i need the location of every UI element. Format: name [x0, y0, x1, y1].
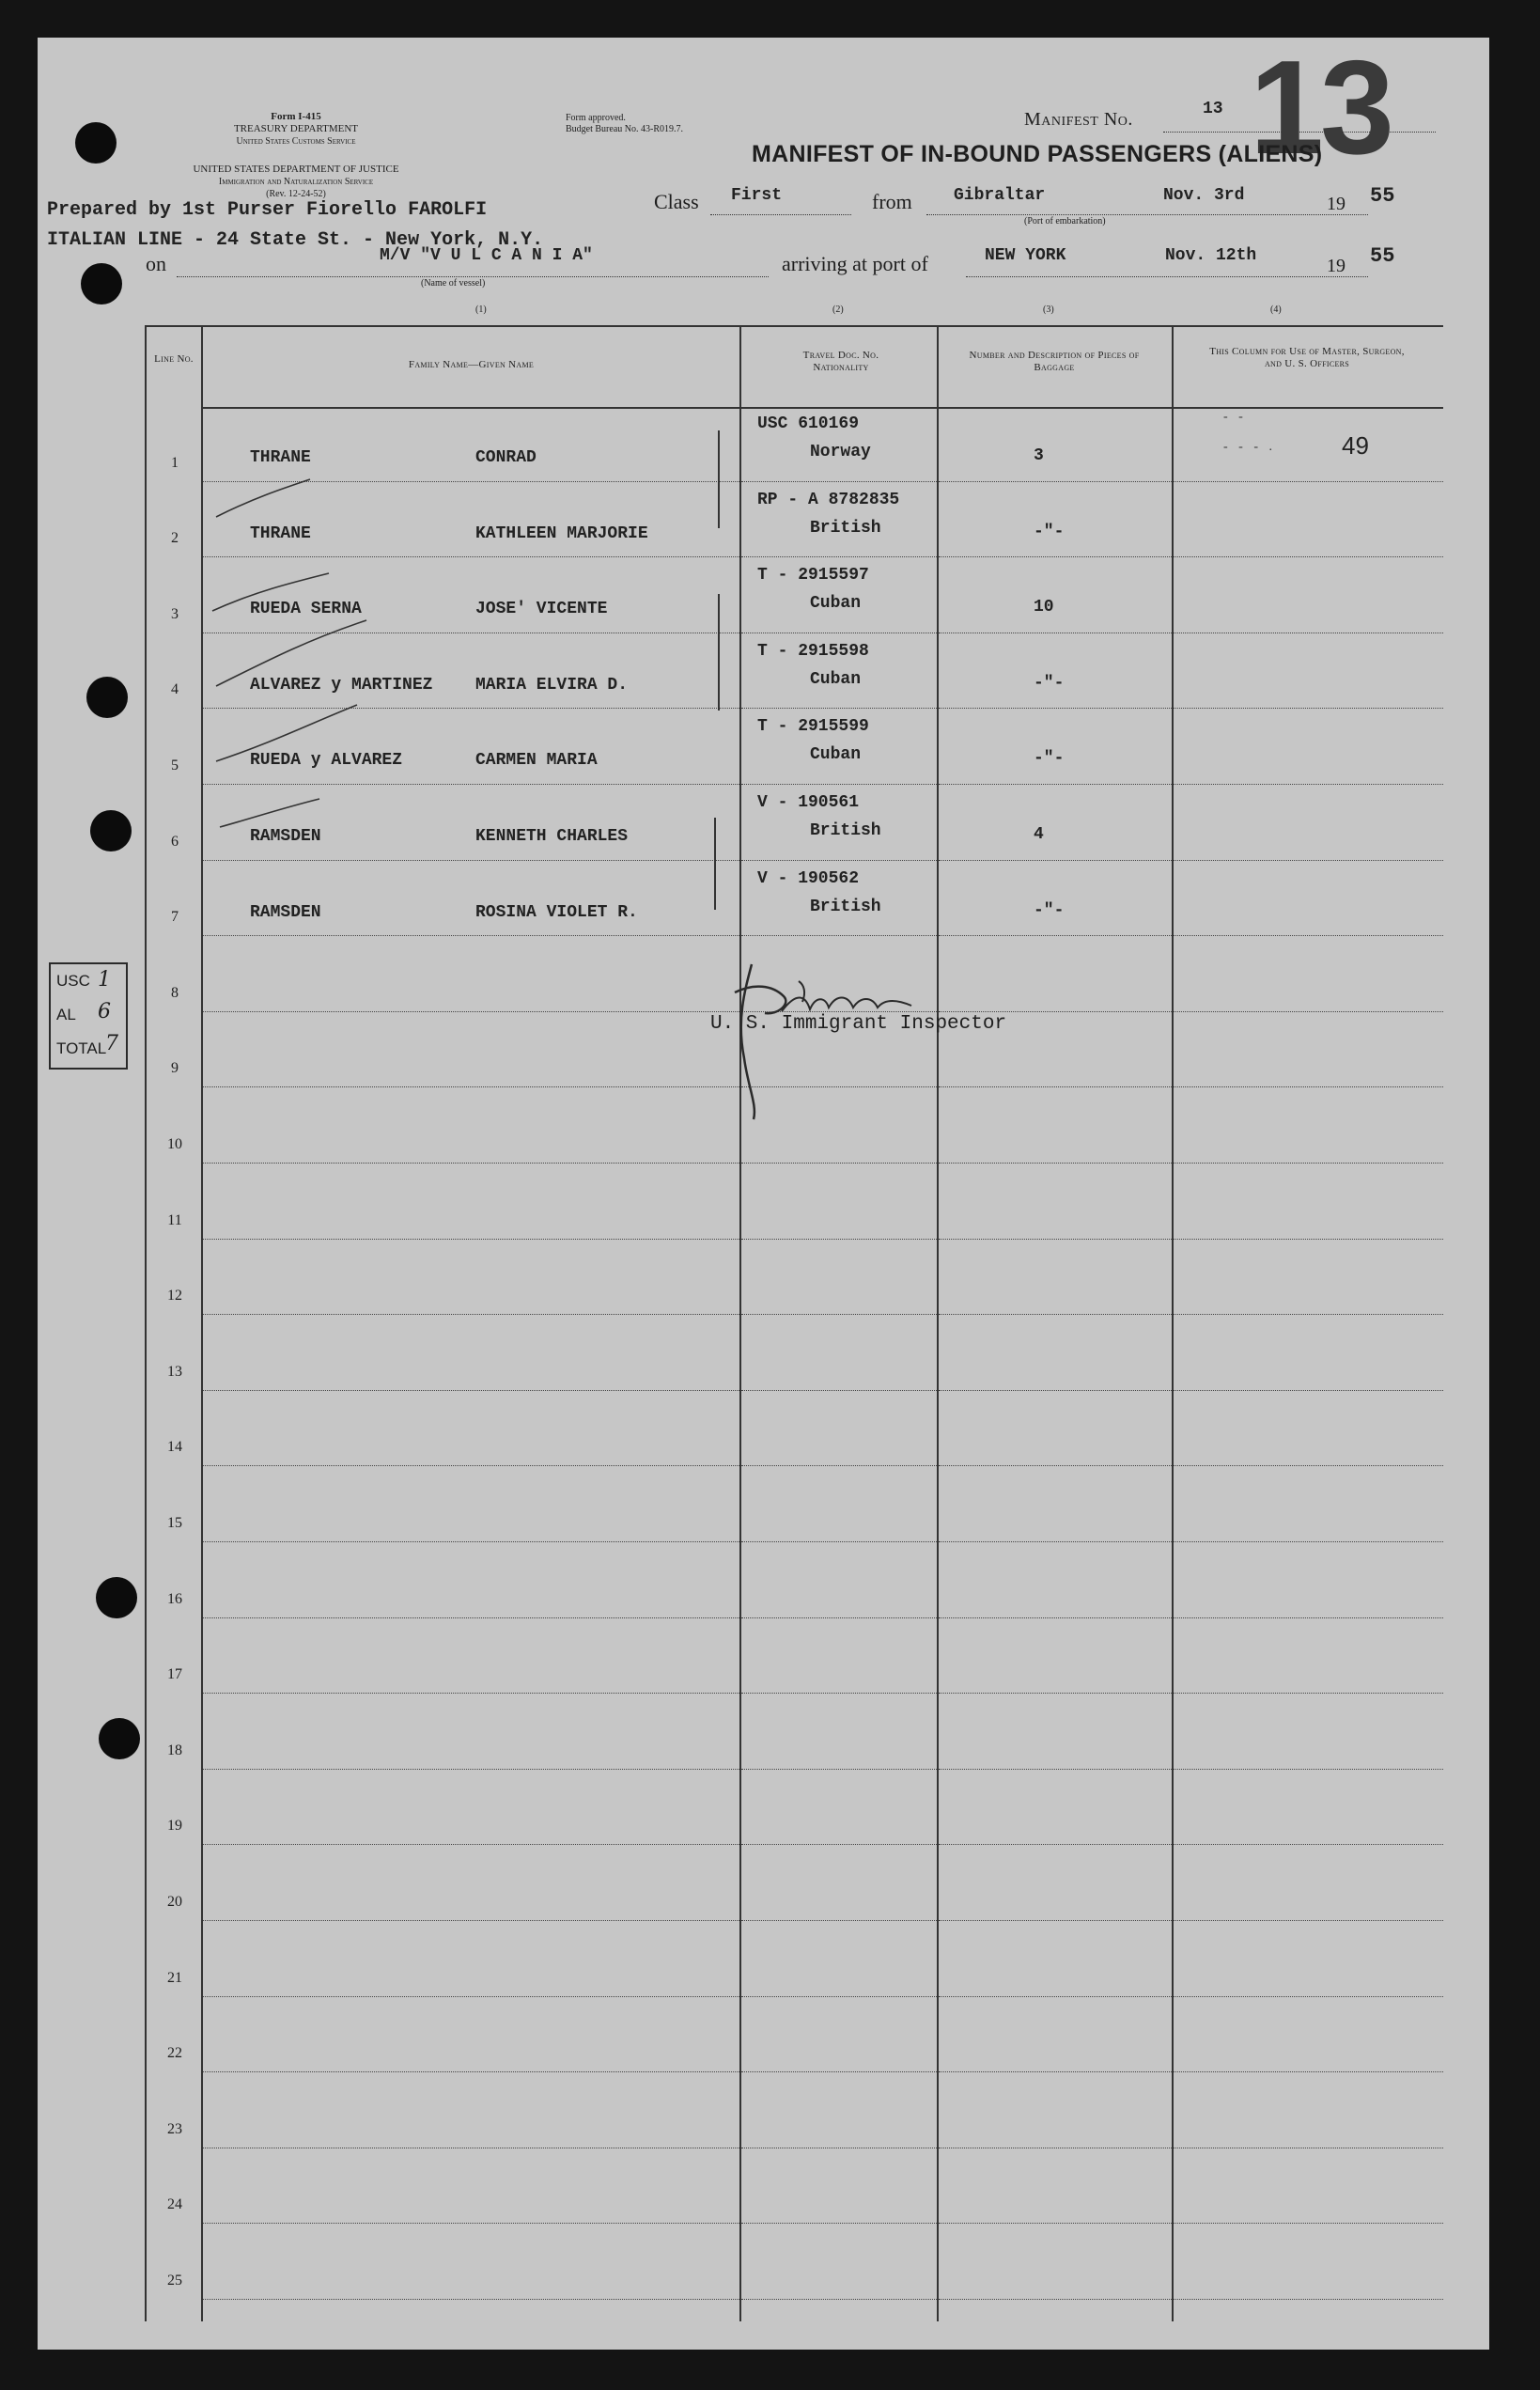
travel-doc-number: T - 2915598	[757, 641, 869, 661]
family-name: RUEDA y ALVAREZ	[250, 751, 403, 771]
row-rule	[939, 1239, 1172, 1240]
row-rule	[1174, 1390, 1443, 1391]
doj-block: UNITED STATES DEPARTMENT OF JUSTICE Immigration and Naturalization Service (Rev. 12-24-52)	[193, 164, 399, 199]
row-rule	[1174, 860, 1443, 861]
arrival-date: Nov. 12th	[1165, 246, 1257, 265]
row-rule	[939, 1390, 1172, 1391]
family-name: THRANE	[250, 448, 311, 467]
row-rule	[741, 1769, 937, 1770]
row-rule	[1174, 1163, 1443, 1164]
row-rule	[1174, 1769, 1443, 1770]
line-number: 14	[167, 1439, 182, 1456]
given-name: CARMEN MARIA	[475, 751, 598, 771]
baggage-count: 10	[1034, 598, 1054, 617]
row-rule	[1174, 2071, 1443, 2072]
row-rule	[741, 1163, 937, 1164]
class-value: First	[731, 186, 783, 205]
nationality: Cuban	[810, 669, 862, 689]
row-rule	[1174, 1920, 1443, 1921]
baggage-count: -"-	[1034, 749, 1065, 769]
given-name: KATHLEEN MARJORIE	[475, 523, 648, 543]
col-number-3: (3)	[1043, 305, 1054, 315]
row-rule	[203, 1920, 739, 1921]
row-rule	[939, 2071, 1172, 2072]
travel-doc-number: RP - A 8782835	[757, 490, 900, 509]
manifest-label: Manifest No.	[1024, 109, 1133, 130]
line-number: 1	[171, 454, 179, 471]
line-number: 15	[167, 1515, 182, 1531]
line-number: 5	[171, 758, 179, 773]
travel-doc-number: V - 190562	[757, 868, 860, 888]
given-name: CONRAD	[475, 448, 537, 467]
row-rule	[741, 1314, 937, 1315]
approval-note: Form approved. Budget Bureau No. 43-R019.7.	[566, 113, 683, 134]
row-rule	[741, 1390, 937, 1391]
line-number: 24	[167, 2196, 182, 2213]
baggage-count: 4	[1034, 825, 1044, 844]
on-label: on	[146, 252, 166, 275]
departure-date: Nov. 3rd	[1163, 186, 1245, 205]
col-number-4: (4)	[1270, 305, 1282, 315]
travel-doc-number: V - 190561	[757, 793, 860, 812]
row-rule	[1174, 784, 1443, 785]
line-number: 25	[167, 2273, 182, 2288]
line-number: 2	[171, 530, 179, 547]
row-rule	[1174, 1617, 1443, 1618]
line-number: 10	[167, 1136, 182, 1152]
row-rule	[939, 708, 1172, 709]
header-line-no: Line No.	[154, 353, 194, 365]
header-baggage: Number and Description of Pieces of Baggage	[969, 350, 1140, 373]
row-rule	[203, 1693, 739, 1694]
row-rule	[939, 1465, 1172, 1466]
line-number: 19	[167, 1818, 182, 1835]
col-number-2: (2)	[832, 305, 844, 315]
given-name: KENNETH CHARLES	[475, 827, 629, 846]
nationality: British	[810, 518, 881, 538]
row-rule	[741, 1465, 937, 1466]
row-rule	[1174, 1239, 1443, 1240]
row-rule	[939, 1769, 1172, 1770]
manifest-no-small: 13	[1203, 100, 1223, 118]
departure-year: 55	[1370, 184, 1395, 208]
nationality: Cuban	[810, 594, 862, 614]
manifest-no-large: 13	[1250, 33, 1391, 182]
row-rule	[741, 784, 937, 785]
row-rule	[1174, 2299, 1443, 2300]
travel-doc-number: T - 2915597	[757, 566, 869, 586]
row-rule	[203, 1769, 739, 1770]
row-rule	[741, 1920, 937, 1921]
line-number: 16	[167, 1590, 182, 1607]
row-rule	[1174, 1693, 1443, 1694]
family-name: ALVAREZ y MARTINEZ	[250, 675, 433, 695]
line-number: 23	[167, 2120, 182, 2137]
header-name: Family Name—Given Name	[408, 359, 535, 370]
row-rule	[741, 2299, 937, 2300]
departure-year-prefix: 19	[1327, 194, 1346, 214]
arrival-year-prefix: 19	[1327, 256, 1346, 276]
officer-note: 49	[1342, 431, 1369, 460]
row-rule	[939, 2299, 1172, 2300]
line-number: 4	[171, 681, 179, 698]
row-rule	[741, 481, 937, 482]
travel-doc-number: USC 610169	[757, 414, 860, 433]
row-rule	[939, 1011, 1172, 1012]
vessel-name: M/V "V U L C A N I A"	[380, 246, 593, 265]
row-rule	[1174, 708, 1443, 709]
row-rule	[741, 860, 937, 861]
row-rule	[939, 1617, 1172, 1618]
row-rule	[203, 1541, 739, 1542]
row-rule	[203, 2071, 739, 2072]
header-officers: This Column for Use of Master, Surgeon, and U. S. Officers	[1209, 346, 1405, 369]
baggage-count: 3	[1034, 446, 1044, 465]
row-rule	[1174, 481, 1443, 482]
arrival-port: NEW YORK	[985, 246, 1066, 265]
row-rule	[203, 2223, 739, 2224]
row-rule	[939, 784, 1172, 785]
baggage-count: -"-	[1034, 673, 1065, 693]
header-travel-doc: Travel Doc. No. Nationality	[802, 350, 879, 373]
form-id-block: Form I-415 TREASURY DEPARTMENT United States Customs Service	[233, 111, 359, 147]
row-rule	[939, 935, 1172, 936]
row-rule	[203, 1844, 739, 1845]
arrival-year: 55	[1370, 244, 1395, 268]
row-rule	[1174, 1996, 1443, 1997]
row-rule	[939, 2223, 1172, 2224]
row-rule	[1174, 1314, 1443, 1315]
line-number: 9	[171, 1060, 179, 1077]
line-number: 13	[167, 1363, 182, 1380]
row-rule	[741, 1617, 937, 1618]
tally-stamp: USC 1 AL 6 TOTAL 7	[49, 962, 128, 1070]
row-rule	[741, 1541, 937, 1542]
row-rule	[939, 1844, 1172, 1845]
row-rule	[939, 481, 1172, 482]
officer-check-marks: - - - - - .	[1223, 410, 1276, 454]
given-name: JOSE' VICENTE	[475, 600, 608, 619]
row-rule	[939, 1541, 1172, 1542]
embarkation-port: Gibraltar	[954, 186, 1046, 205]
nationality: Cuban	[810, 745, 862, 765]
row-rule	[203, 1465, 739, 1466]
row-rule	[203, 2299, 739, 2300]
line-number: 11	[167, 1211, 182, 1228]
given-name: ROSINA VIOLET R.	[475, 902, 638, 922]
row-rule	[741, 1693, 937, 1694]
row-rule	[1174, 935, 1443, 936]
manifest-page	[38, 33, 1489, 2350]
line-number: 17	[167, 1666, 182, 1683]
family-name: THRANE	[250, 523, 311, 543]
row-rule	[741, 1239, 937, 1240]
row-rule	[741, 1844, 937, 1845]
arriving-label: arriving at port of	[782, 252, 928, 275]
family-name: RAMSDEN	[250, 827, 321, 846]
row-rule	[741, 556, 937, 557]
row-rule	[741, 1996, 937, 1997]
row-rule	[1174, 1844, 1443, 1845]
nationality: British	[810, 897, 881, 916]
row-rule	[939, 1163, 1172, 1164]
vessel-caption: (Name of vessel)	[421, 278, 486, 289]
company-address: ITALIAN LINE - 24 State St. - New York, N.Y.	[47, 229, 544, 251]
port-embarkation-caption: (Port of embarkation)	[1024, 216, 1106, 227]
baggage-count: -"-	[1034, 522, 1065, 541]
inspector-caption: U. S. Immigrant Inspector	[710, 1013, 1007, 1035]
row-rule	[1174, 1011, 1443, 1012]
row-rule	[939, 1693, 1172, 1694]
class-label: Class	[654, 190, 699, 213]
row-rule	[939, 1920, 1172, 1921]
row-rule	[741, 2223, 937, 2224]
manifest-title: MANIFEST OF IN-BOUND PASSENGERS (ALIENS)	[752, 141, 1323, 167]
line-number: 18	[167, 1742, 182, 1758]
travel-doc-number: T - 2915599	[757, 717, 869, 737]
given-name: MARIA ELVIRA D.	[475, 675, 629, 695]
from-label: from	[872, 190, 912, 213]
line-number: 3	[171, 605, 179, 622]
row-rule	[741, 2071, 937, 2072]
row-rule	[939, 556, 1172, 557]
family-name: RUEDA SERNA	[250, 600, 362, 619]
row-rule	[1174, 2223, 1443, 2224]
row-rule	[939, 860, 1172, 861]
line-number: 21	[167, 1969, 182, 1986]
line-number: 6	[171, 833, 179, 850]
col-number-1: (1)	[475, 305, 487, 315]
row-rule	[1174, 1086, 1443, 1087]
line-number: 7	[171, 909, 179, 926]
row-rule	[203, 1617, 739, 1618]
row-rule	[939, 1996, 1172, 1997]
nationality: British	[810, 821, 881, 840]
family-name: RAMSDEN	[250, 902, 321, 922]
row-rule	[1174, 556, 1443, 557]
nationality: Norway	[810, 443, 871, 461]
line-number: 8	[171, 984, 179, 1001]
row-rule	[741, 708, 937, 709]
row-rule	[1174, 1541, 1443, 1542]
row-rule	[939, 1314, 1172, 1315]
line-number: 22	[167, 2045, 182, 2062]
prepared-by: Prepared by 1st Purser Fiorello FAROLFI	[47, 199, 488, 221]
line-number: 20	[167, 1894, 182, 1910]
line-number: 12	[167, 1288, 182, 1304]
row-rule	[203, 1996, 739, 1997]
row-rule	[939, 1086, 1172, 1087]
row-rule	[1174, 1465, 1443, 1466]
baggage-count: -"-	[1034, 900, 1065, 920]
